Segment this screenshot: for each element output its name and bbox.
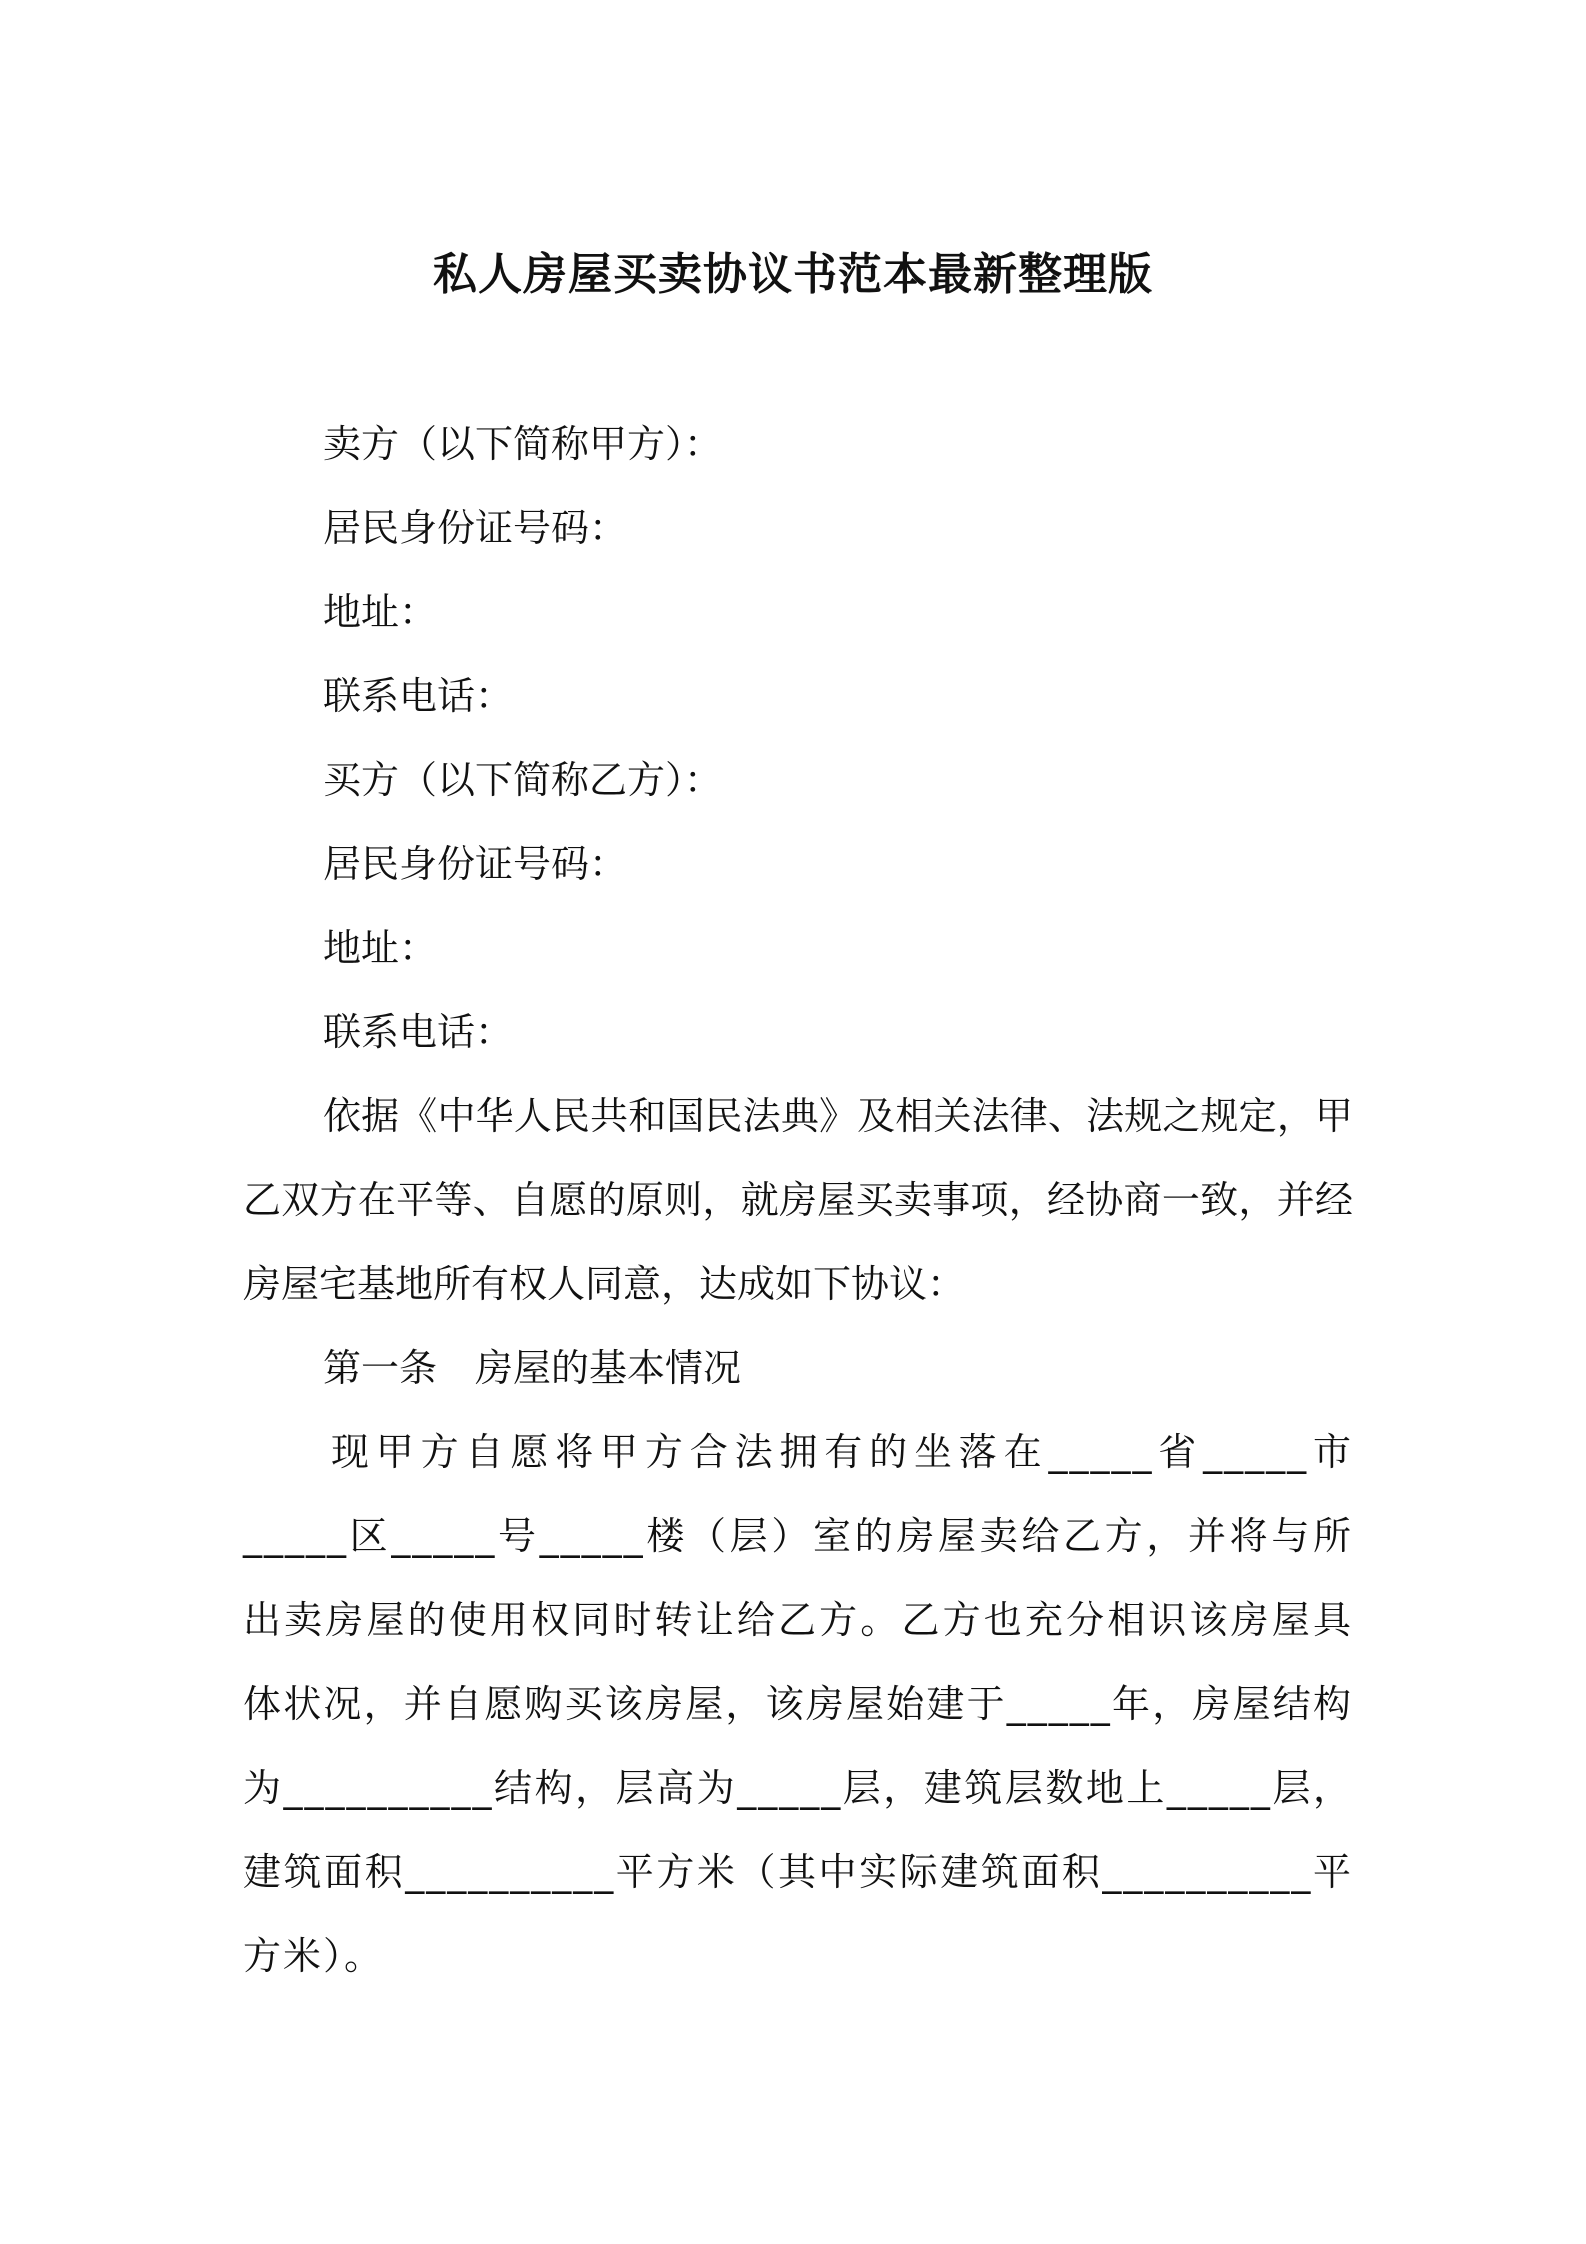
article-1-body: 现甲方自愿将甲方合法拥有的坐落在_____省_____市_____区_____号_____楼（层）室的房屋卖给乙方，并将与所出卖房屋的使用权同时转让给乙方。乙方也充分相识该房屋具体状况，并自愿购买该房屋，该房屋始建于_____年，房屋结构为__________结构，层高为_____层，建筑层数地上_____层，建筑面积__________平方米（其中实际建筑面积__________平方米）。 — [243, 1430, 1353, 1978]
seller-phone-field: 联系电话： — [323, 674, 514, 718]
buyer-phone-field: 联系电话： — [323, 1010, 514, 1054]
seller-address-field: 地址： — [323, 590, 438, 634]
seller-id-field: 居民身份证号码： — [323, 506, 628, 550]
buyer-address-field: 地址： — [323, 926, 438, 970]
buyer-id-field: 居民身份证号码： — [323, 842, 628, 886]
seller-name-field: 卖方（以下简称甲方）： — [323, 422, 723, 466]
preamble-paragraph: 依据《中华人民共和国民法典》及相关法律、法规之规定，甲乙双方在平等、自愿的原则，就房屋买卖事项，经协商一致，并经房屋宅基地所有权人同意，达成如下协议： — [243, 1094, 1353, 1306]
buyer-name-field: 买方（以下简称乙方）： — [323, 758, 723, 802]
article-1-heading: 第一条 房屋的基本情况 — [323, 1346, 742, 1390]
document-title: 私人房屋买卖协议书范本最新整理版 — [433, 249, 1153, 301]
document-body — [243, 402, 1353, 1998]
